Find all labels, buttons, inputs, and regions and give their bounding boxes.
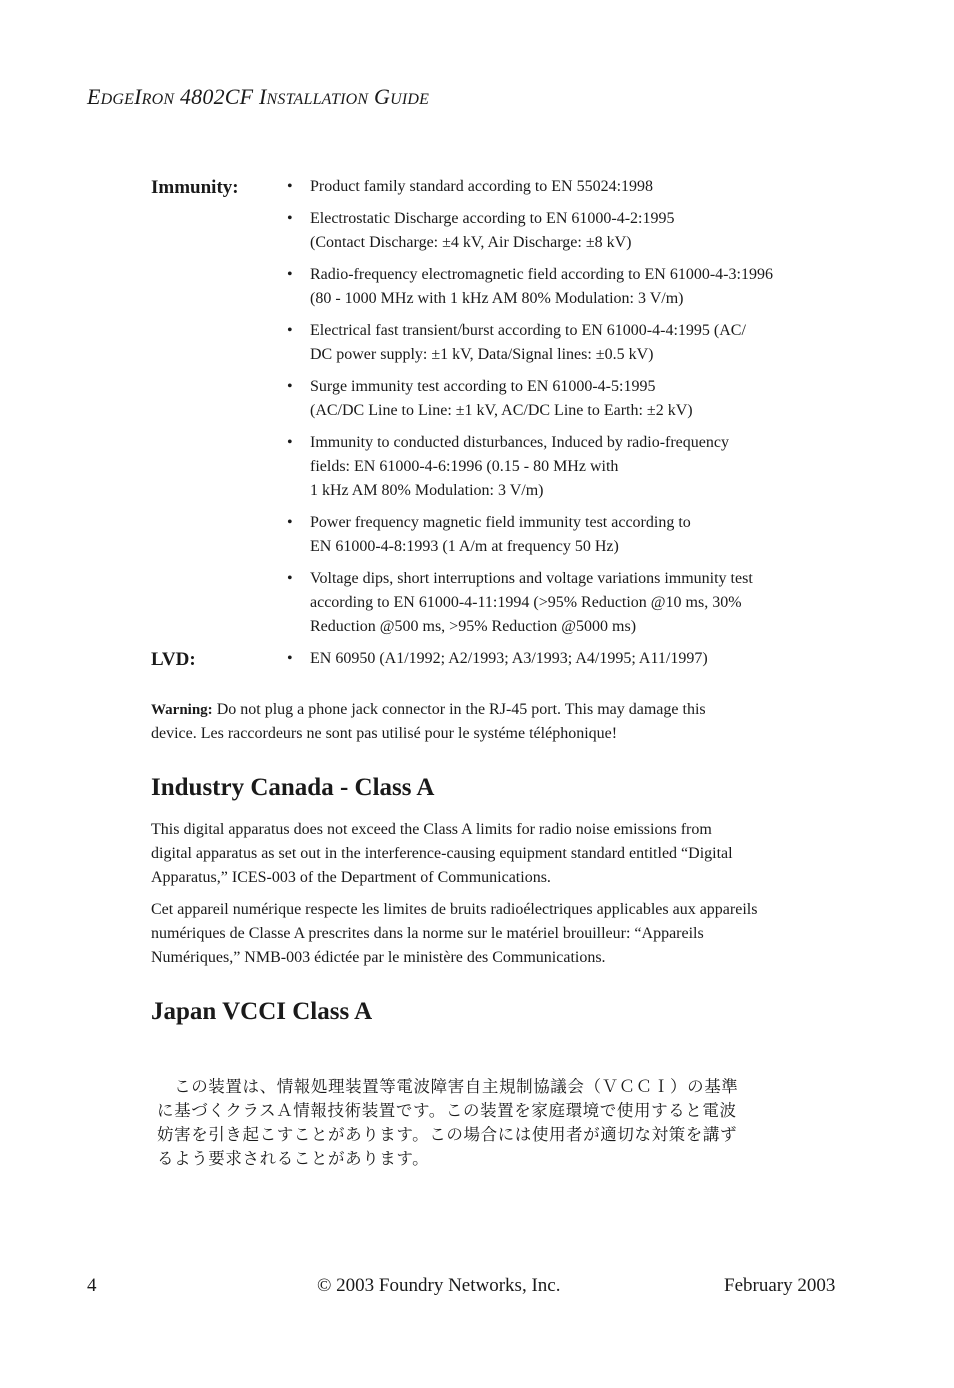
immunity-item-line: • Product family standard according to EN 55024:1998 <box>310 178 654 195</box>
warning-text-1: Do not plug a phone jack connector in the RJ-45 port. This may damage this <box>212 701 706 718</box>
japan-text-line: 妨害を引き起こすことがあります。この場合には使用者が適切な対策を講ず <box>157 1125 738 1144</box>
immunity-item-line: (80 - 1000 MHz with 1 kHz AM 80% Modulation: 3 V/m) <box>310 290 684 307</box>
running-head-part: I <box>258 84 267 109</box>
immunity-list-item <box>287 175 847 199</box>
canada-heading: Industry Canada - Class A <box>151 774 435 801</box>
immunity-list-item <box>287 511 847 559</box>
running-head-part: RON <box>141 91 175 108</box>
page-number: 4 <box>87 1275 97 1296</box>
running-head-part: NSTALLATION <box>266 91 369 108</box>
immunity-item-line: • Voltage dips, short interruptions and voltage variations immunity test <box>310 570 753 587</box>
footer-date: February 2003 <box>724 1275 836 1296</box>
immunity-item-line: • Electrostatic Discharge according to EN 61000-4-2:1995 <box>310 210 675 227</box>
immunity-item-line: fields: EN 61000-4-6:1996 (0.15 - 80 MHz with <box>310 458 619 475</box>
immunity-item-line: • Power frequency magnetic field immunity test according to <box>310 514 691 531</box>
immunity-item-line: DC power supply: ±1 kV, Data/Signal lines: ±0.5 kV) <box>310 346 654 363</box>
lvd-label: LVD: <box>151 649 196 670</box>
immunity-item-line: • Radio-frequency electromagnetic field according to EN 61000-4-3:1996 <box>310 266 773 283</box>
warning-label: Warning: <box>151 702 213 718</box>
canada-english-line: digital apparatus as set out in the interference-causing equipment standard entitled “Digital <box>151 845 733 862</box>
immunity-item-line: according to EN 61000-4-11:1994 (>95% Reduction @10 ms, 30% <box>310 594 742 611</box>
canada-paragraph-french <box>151 898 851 970</box>
japan-text-line: この装置は、情報処理装置等電波障害自主規制協議会（ＶＣＣＩ）の基準 <box>157 1077 739 1096</box>
immunity-item-line: • Surge immunity test according to EN 61000-4-5:1995 <box>310 378 656 395</box>
japan-heading: Japan VCCI Class A <box>151 998 373 1025</box>
immunity-item-line: (AC/DC Line to Line: ±1 kV, AC/DC Line to Earth: ±2 kV) <box>310 402 693 419</box>
immunity-list-item <box>287 207 847 255</box>
running-head-part: DGE <box>100 91 135 108</box>
canada-english-line: Apparatus,” ICES-003 of the Department of Communications. <box>151 869 551 886</box>
immunity-list-item <box>287 567 847 639</box>
warning-line-1 <box>151 698 851 722</box>
canada-paragraph-english <box>151 818 851 890</box>
running-head <box>87 84 429 110</box>
lvd-list-item <box>287 647 847 671</box>
immunity-item-line: (Contact Discharge: ±4 kV, Air Discharge: ±8 kV) <box>310 234 632 251</box>
canada-french-line: Cet appareil numérique respecte les limites de bruits radioélectriques applicables aux appareils <box>151 901 758 918</box>
immunity-item-line: • Electrical fast transient/burst according to EN 61000-4-4:1995 (AC/ <box>310 322 746 339</box>
immunity-list-item <box>287 431 847 503</box>
immunity-list-item <box>287 375 847 423</box>
running-head-part: G <box>368 84 391 109</box>
immunity-item-line: Reduction @500 ms, >95% Reduction @5000 ms) <box>310 618 637 635</box>
immunity-label: Immunity: <box>151 177 239 198</box>
warning-paragraph <box>151 698 851 746</box>
footer-copyright: © 2003 Foundry Networks, Inc. <box>317 1275 561 1296</box>
immunity-item-line: EN 61000-4-8:1993 (1 A/m at frequency 50 Hz) <box>310 538 619 555</box>
immunity-list <box>287 175 847 647</box>
lvd-list <box>287 647 847 671</box>
running-head-part: I <box>134 84 142 109</box>
japan-text-line: に基づくクラスＡ情報技術装置です。この装置を家庭環境で使用すると電波 <box>157 1101 737 1120</box>
japan-text-line: るよう要求されることがあります。 <box>157 1149 430 1168</box>
warning-line-2: device. Les raccordeurs ne sont pas utilisé pour le systéme téléphonique! <box>151 725 618 742</box>
canada-french-line: Numériques,” NMB-003 édictée par le ministère des Communications. <box>151 949 606 966</box>
immunity-list-item <box>287 263 847 311</box>
canada-english-line: This digital apparatus does not exceed the Class A limits for radio noise emissions from <box>151 821 712 838</box>
immunity-item-line: • Immunity to conducted disturbances, Induced by radio-frequency <box>310 434 729 451</box>
immunity-item-line: 1 kHz AM 80% Modulation: 3 V/m) <box>310 482 544 499</box>
canada-french-line: numériques de Classe A prescrites dans la norme sur le matériel brouilleur: “Appareils <box>151 925 704 942</box>
immunity-list-item <box>287 319 847 367</box>
running-head-part: E <box>87 84 101 109</box>
japan-vcci-statement <box>157 1075 738 1171</box>
lvd-item-line: • EN 60950 (A1/1992; A2/1993; A3/1993; A4/1995; A11/1997) <box>310 650 708 667</box>
running-head-part: UIDE <box>390 91 430 108</box>
running-head-part: 4802CF <box>174 84 259 109</box>
